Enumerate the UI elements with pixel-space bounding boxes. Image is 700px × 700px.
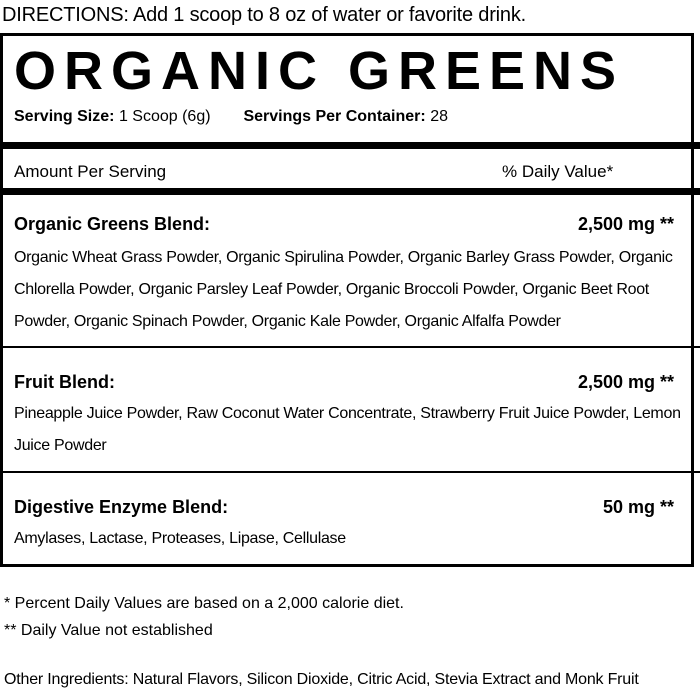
footnote-daily-values: * Percent Daily Values are based on a 2,000 calorie diet. xyxy=(4,595,404,612)
fruit-blend-name: Fruit Blend: xyxy=(14,372,115,392)
enzyme-blend-name: Digestive Enzyme Blend: xyxy=(14,497,229,517)
daily-value-header: % Daily Value* xyxy=(502,162,614,181)
serving-info xyxy=(14,106,448,128)
thick-divider xyxy=(0,188,700,195)
servings-per-container-label: Servings Per Container: xyxy=(243,108,426,125)
enzyme-blend-amount: 50 mg ** xyxy=(602,497,674,517)
servings-per-container-value: 28 xyxy=(430,108,448,125)
enzyme-blend-ingredients: Amylases, Lactase, Proteases, Lipase, Cellulase xyxy=(14,530,346,547)
thin-divider xyxy=(0,346,700,348)
fruit-blend-amount: 2,500 mg ** xyxy=(577,372,674,392)
directions-text: DIRECTIONS: Add 1 scoop to 8 oz of water or favorite drink. xyxy=(2,4,526,26)
greens-blend-ingredients: Organic Wheat Grass Powder, Organic Spirulina Powder, Organic Barley Grass Powder, Organic Chlorella Powder, Organic Parsley Leaf Powder, Organic Broccoli Powder, Organic Beet Root Powder, Organic Spinach Powder, Organic Kale Powder, Organic Alfalfa Powder xyxy=(14,249,673,330)
thin-divider xyxy=(0,471,700,473)
thick-divider xyxy=(0,142,700,149)
fruit-blend-ingredients: Pineapple Juice Powder, Raw Coconut Water Concentrate, Strawberry Fruit Juice Powder, Lemon Juice Powder xyxy=(14,405,681,454)
serving-size-label: Serving Size: xyxy=(14,108,115,125)
amount-per-serving-header: Amount Per Serving xyxy=(14,162,167,181)
other-ingredients: Other Ingredients: Natural Flavors, Silicon Dioxide, Citric Acid, Stevia Extract and Monk Fruit xyxy=(4,671,639,688)
serving-size-value: 1 Scoop (6g) xyxy=(118,108,211,125)
footnote-not-established: ** Daily Value not established xyxy=(4,622,213,639)
product-title: ORGANIC GREENS xyxy=(14,41,625,101)
greens-blend-amount: 2,500 mg ** xyxy=(577,214,674,234)
greens-blend-name: Organic Greens Blend: xyxy=(14,214,211,234)
